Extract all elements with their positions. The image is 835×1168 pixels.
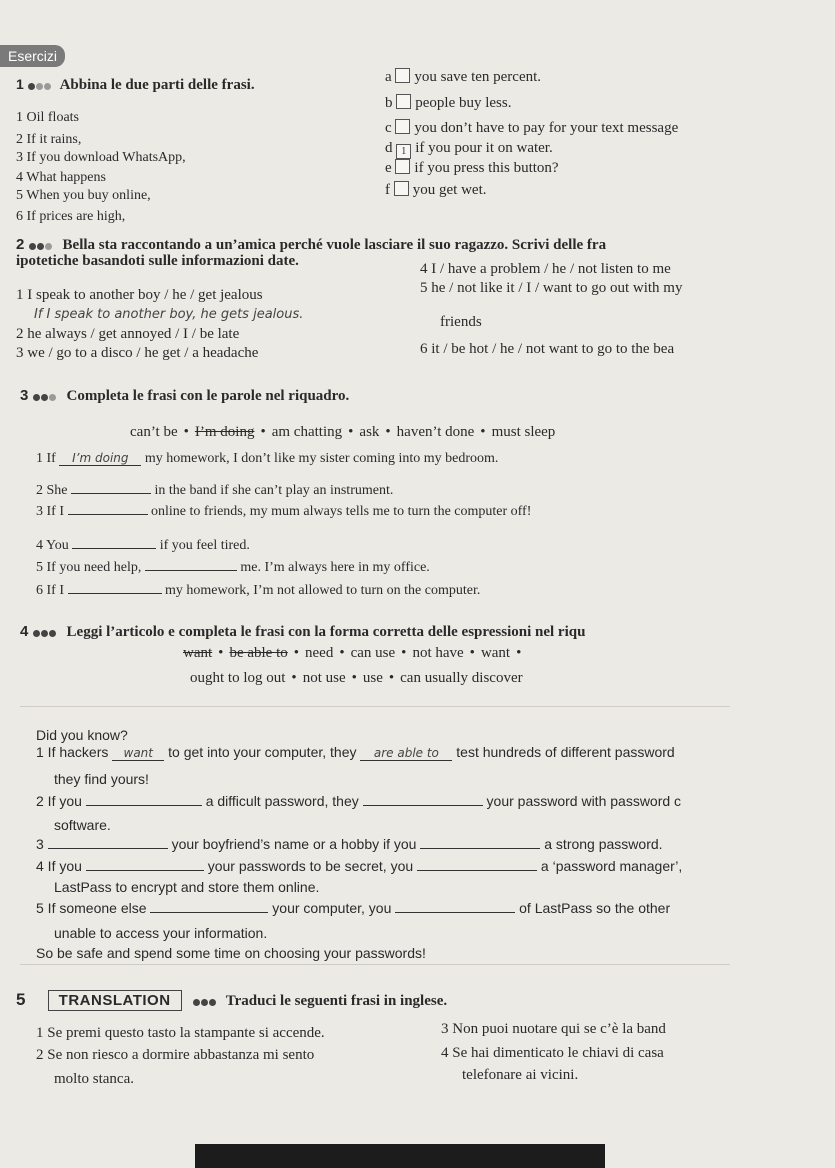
article-text: 5 If someone else [36,900,147,916]
article-line-1-cont: they find yours! [54,771,149,787]
bullet-separator: • [183,424,189,440]
ex1-left-6: 6 If prices are high, [16,209,126,224]
sentence-start: 2 She [36,483,68,498]
ex2-item-2: 2 he always / get annoyed / I / be late [16,326,240,342]
answer-blank[interactable]: want [112,746,164,761]
word-box-item: not have [412,645,464,661]
translation-sentence-2-cont: molto stanca. [54,1071,134,1087]
exercise-instruction: Traduci le seguenti frasi in inglese. [225,993,448,1009]
bullet-separator: • [260,424,266,440]
article-text: your password with password c [486,793,682,809]
option-text: if you pour it on water. [415,140,553,156]
ex1-right-f [385,181,486,199]
difficulty-dots-icon [33,386,57,405]
sentence-end: my homework, I don’t like my sister coming into my bedroom. [144,451,499,466]
word-box-item: can use [350,645,396,661]
sentence-end: online to friends, my mum always tells me to turn the computer off! [151,504,532,519]
ex2-item-1: 1 I speak to another boy / he / get jealous [16,287,263,303]
exercise-instruction: Bella sta raccontando a un’amica perché vuole lasciare il suo ragazzo. Scrivi delle fra [62,237,607,253]
ex1-left-5: 5 When you buy online, [16,188,151,203]
section-header-tab [0,46,65,65]
ex2-item-5: 5 he / not like it / I / want to go out with my [420,280,683,296]
answer-blank[interactable] [68,500,148,515]
ex2-handwritten-answer[interactable]: If I speak to another boy, he gets jealous. [34,307,304,322]
article-text: 1 If hackers [36,744,109,760]
answer-blank[interactable] [417,856,537,871]
word-box-item-used: want [183,645,213,661]
difficulty-dots-icon [29,235,53,254]
article-text: test hundreds of different password [456,744,675,760]
exercise-number: 3 [20,387,29,404]
article-text: a strong password. [544,836,663,852]
article-line-4 [36,856,682,874]
ex1-left-4: 4 What happens [16,170,106,185]
answer-blank[interactable] [145,556,237,571]
option-text: people buy less. [415,95,512,111]
word-box-row-1 [183,645,527,662]
word-box-item: must sleep [491,424,556,440]
ex1-right-a [385,68,541,86]
difficulty-dots-icon [193,991,217,1010]
bullet-separator: • [385,424,391,440]
sentence-end: in the band if she can’t play an instrument. [154,483,394,498]
translation-sentence-2: 2 Se non riesco a dormire abbastanza mi sento [36,1047,315,1063]
bullet-separator: • [293,645,300,661]
article-text: of LastPass so the other [519,900,671,916]
option-letter: b [385,95,393,111]
word-box-item-used: be able to [229,645,288,661]
exercise-1-heading [16,76,255,94]
option-text: you save ten percent. [414,69,542,85]
translation-sentence-4: 4 Se hai dimenticato le chiavi di casa [441,1045,664,1061]
answer-blank[interactable] [68,579,162,594]
ex3-line-6 [36,579,480,599]
answer-blank[interactable] [420,834,540,849]
sentence-end: if you feel tired. [159,538,250,553]
exercise-number: 4 [20,623,29,640]
ex1-left-2: 2 If it rains, [16,132,82,147]
article-line-4-cont: LastPass to encrypt and store them online. [54,879,320,895]
ex3-line-3 [36,500,531,520]
exercise-instruction-line2: ipotetiche basandoti sulle informazioni date. [16,253,299,269]
option-text: you get wet. [412,182,487,198]
answer-blank[interactable] [150,898,268,913]
article-text: 4 If you [36,858,82,874]
article-line-2 [36,791,681,809]
ex1-right-c [385,119,678,137]
ex3-line-2 [36,479,393,499]
difficulty-dots-icon [33,622,57,641]
answer-checkbox[interactable]: 1 [396,144,411,159]
exercise-2-heading [16,234,606,254]
article-line-5 [36,898,670,916]
bullet-separator: • [218,645,224,661]
sentence-end: me. I’m always here in my office. [240,560,430,575]
answer-checkbox[interactable] [395,119,410,134]
exercise-3-heading [20,385,349,405]
word-box-item: can’t be [130,424,178,440]
section-header-label: Esercizi [0,45,65,67]
article-text: your passwords to be secret, you [207,858,414,874]
bullet-separator: • [480,424,486,440]
bullet-separator: • [348,424,354,440]
ex3-line-5 [36,556,430,576]
word-box-item: not use [302,670,346,686]
answer-blank[interactable] [86,791,202,806]
article-top-divider [20,706,730,707]
word-box [130,424,555,441]
ex1-right-e [385,159,559,177]
ex3-line-4 [36,534,250,554]
word-box-item: ask [359,424,380,440]
answer-checkbox[interactable] [396,94,411,109]
word-box-item: want [480,645,511,661]
article-text: a difficult password, they [205,793,359,809]
answer-blank[interactable] [48,834,168,849]
bullet-separator: • [291,670,297,686]
sentence-start: 6 If I [36,583,64,598]
sentence-start: 4 You [36,538,69,553]
ex1-left-1: 1 Oil floats [16,110,79,125]
answer-blank[interactable]: I’m doing [59,451,141,466]
translation-sentence-4-cont: telefonare ai vicini. [462,1067,579,1083]
translation-sentence-1: 1 Se premi questo tasto la stampante si accende. [36,1025,325,1041]
ex2-item-4: 4 I / have a problem / he / not listen to me [420,261,671,277]
ex2-item-5-cont: friends [440,314,482,330]
ex1-right-b [385,94,511,112]
translation-sentence-3: 3 Non puoi nuotare qui se c’è la band [441,1021,666,1037]
bullet-separator: • [388,670,395,686]
word-box-item-used: I’m doing [194,424,255,440]
bullet-separator: • [351,670,357,686]
option-letter: d [385,140,393,156]
answer-blank[interactable] [72,534,156,549]
page-bottom-shadow [195,1144,605,1168]
answer-blank[interactable] [86,856,204,871]
ex1-left-3: 3 If you download WhatsApp, [16,150,186,165]
article-text: your boyfriend’s name or a hobby if you [171,836,417,852]
option-text: you don’t have to pay for your text message [414,120,679,136]
article-line-5-cont: unable to access your information. [54,925,268,941]
translation-label: TRANSLATION [48,990,182,1011]
sentence-start: 5 If you need help, [36,560,142,575]
option-letter: c [385,120,392,136]
article-text: 2 If you [36,793,82,809]
answer-blank[interactable] [363,791,483,806]
exercise-instruction: Completa le frasi con le parole nel riquadro. [66,388,350,404]
article-text: 3 [36,836,44,852]
article-bottom-divider [20,964,730,965]
answer-blank[interactable] [71,479,151,494]
article-line-2-cont: software. [54,817,111,833]
sentence-start: 1 If [36,451,56,466]
answer-checkbox[interactable] [394,181,409,196]
word-box-item: am chatting [271,424,343,440]
article-line-1 [36,744,675,761]
article-text: a ‘password manager’, [540,858,683,874]
article-title: Did you know? [36,727,128,743]
exercise-number: 1 [16,76,24,92]
word-box-item: ought to log out [190,670,286,686]
ex2-item-6: 6 it / be hot / he / not want to go to the bea [420,341,675,357]
word-box-item: haven’t done [396,424,475,440]
exercise-4-heading [20,621,585,641]
option-text: if you press this button? [414,160,559,176]
sentence-start: 3 If I [36,504,64,519]
word-box-row-2 [190,670,523,687]
sentence-end: my homework, I’m not allowed to turn on the computer. [165,583,481,598]
bullet-separator: • [339,645,345,661]
word-box-item: can usually discover [400,670,523,686]
word-box-item: use [362,670,383,686]
difficulty-dots-icon [28,77,52,93]
exercise-instruction: Leggi l’articolo e completa le frasi con la forma corretta delle espressioni nel riqu [66,624,586,640]
answer-blank[interactable] [395,898,515,913]
option-letter: a [385,69,392,85]
exercise-number: 5 [16,990,26,1009]
answer-checkbox[interactable] [395,159,410,174]
word-box-item: need [305,645,334,661]
bullet-separator: • [401,645,407,661]
answer-checkbox[interactable] [395,68,410,83]
option-letter: f [385,182,390,198]
ex1-right-d [385,140,553,159]
ex2-item-3: 3 we / go to a disco / he get / a headache [16,345,259,361]
answer-blank[interactable]: are able to [360,746,452,761]
exercise-instruction: Abbina le due parti delle frasi. [59,77,255,93]
option-letter: e [385,160,392,176]
article-line-3 [36,834,663,852]
exercise-number: 2 [16,236,25,253]
article-text: your computer, you [272,900,392,916]
bullet-separator: • [469,645,475,661]
ex3-line-1 [36,451,498,467]
bullet-separator: • [516,645,522,661]
article-text: to get into your computer, they [168,744,357,760]
article-closing: So be safe and spend some time on choosing your passwords! [36,945,426,961]
exercise-5-heading [16,990,447,1010]
